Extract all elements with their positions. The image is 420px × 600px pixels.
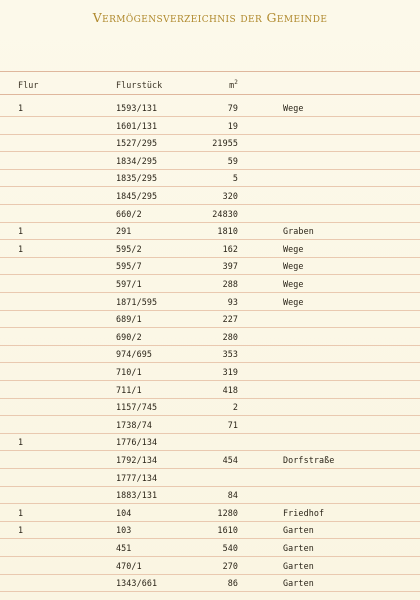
row-nutzung: Dorfstraße xyxy=(283,455,335,465)
row-flur: 1 xyxy=(18,103,24,113)
row-area: 319 xyxy=(222,367,238,377)
row-flurstueck: 1601/131 xyxy=(116,120,158,131)
row-area: 227 xyxy=(222,314,238,325)
row-flurstueck: 1738/74 xyxy=(116,419,152,430)
row-rule xyxy=(0,186,420,187)
row-flurstueck: 104 xyxy=(116,507,132,518)
row-area: 454 xyxy=(222,455,238,465)
row-nutzung: Garten xyxy=(283,578,314,589)
row-rule xyxy=(0,574,420,575)
row-rule xyxy=(0,450,420,451)
row-flurstueck: 291 xyxy=(116,226,132,237)
row-flur: 1 xyxy=(18,507,24,518)
row-rule xyxy=(0,274,420,275)
row-area: 353 xyxy=(222,349,238,360)
row-area: 418 xyxy=(222,384,238,395)
row-area: 1280 xyxy=(217,507,238,518)
row-area: 162 xyxy=(222,243,238,254)
row-rule xyxy=(0,556,420,557)
row-rule xyxy=(0,521,420,522)
row-nutzung: Wege xyxy=(283,243,304,254)
row-area: 79 xyxy=(227,103,238,113)
row-flurstueck: 1527/295 xyxy=(116,138,158,149)
row-flurstueck: 1792/134 xyxy=(116,455,158,465)
row-flurstueck: 1157/745 xyxy=(116,402,158,413)
row-flur: 1 xyxy=(18,226,24,237)
document-title: Vermögensverzeichnis der Gemeinde xyxy=(92,10,328,25)
row-nutzung: Garten xyxy=(283,525,314,536)
row-nutzung: Wege xyxy=(283,103,304,113)
row-flurstueck: 1883/131 xyxy=(116,490,158,501)
row-rule xyxy=(0,116,420,117)
row-rule xyxy=(0,169,420,170)
header-area-exponent: 2 xyxy=(234,79,238,86)
row-rule xyxy=(0,345,420,346)
row-flurstueck: 597/1 xyxy=(116,279,142,289)
row-flurstueck: 1593/131 xyxy=(116,103,158,113)
row-rule xyxy=(0,362,420,363)
row-rule xyxy=(0,538,420,539)
row-flurstueck: 1845/295 xyxy=(116,191,158,201)
row-rule xyxy=(0,433,420,434)
row-area: 540 xyxy=(222,543,238,553)
row-flurstueck: 660/2 xyxy=(116,208,142,219)
row-area: 59 xyxy=(227,155,238,166)
row-area: 2 xyxy=(232,402,238,413)
row-flur: 1 xyxy=(18,525,24,536)
row-rule xyxy=(0,204,420,205)
row-flurstueck: 1343/661 xyxy=(116,578,158,589)
row-rule xyxy=(0,222,420,223)
row-area: 86 xyxy=(227,578,238,589)
row-rule xyxy=(0,591,420,592)
row-flurstueck: 711/1 xyxy=(116,384,142,395)
row-area: 1810 xyxy=(217,226,238,237)
row-area: 1610 xyxy=(217,525,238,536)
row-area: 93 xyxy=(227,296,238,307)
header-flurstueck: Flurstück xyxy=(116,80,163,90)
row-flurstueck: 595/2 xyxy=(116,243,142,254)
row-rule xyxy=(0,415,420,416)
row-area: 270 xyxy=(222,560,238,571)
row-nutzung: Wege xyxy=(283,296,304,307)
header-flur: Flur xyxy=(18,80,39,90)
row-rule xyxy=(0,239,420,240)
row-area: 397 xyxy=(222,261,238,272)
row-nutzung: Friedhof xyxy=(283,507,325,518)
row-rule xyxy=(0,380,420,381)
row-flurstueck: 1776/134 xyxy=(116,437,158,448)
row-rule xyxy=(0,398,420,399)
row-flurstueck: 689/1 xyxy=(116,314,142,325)
row-area: 21955 xyxy=(212,138,238,149)
row-flurstueck: 451 xyxy=(116,543,132,553)
row-rule xyxy=(0,310,420,311)
header-area-unit: m xyxy=(229,80,235,90)
row-area: 19 xyxy=(227,120,238,131)
row-rule xyxy=(0,503,420,504)
row-rule xyxy=(0,292,420,293)
row-flurstueck: 1834/295 xyxy=(116,155,158,166)
row-flur: 1 xyxy=(18,437,24,448)
row-nutzung: Wege xyxy=(283,279,304,289)
row-nutzung: Garten xyxy=(283,560,314,571)
row-flurstueck: 710/1 xyxy=(116,367,142,377)
row-rule xyxy=(0,327,420,328)
row-rule xyxy=(0,486,420,487)
row-nutzung: Wege xyxy=(283,261,304,272)
row-flurstueck: 1835/295 xyxy=(116,173,158,184)
row-flurstueck: 1871/595 xyxy=(116,296,158,307)
row-area: 5 xyxy=(232,173,238,184)
row-nutzung: Garten xyxy=(283,543,314,553)
row-rule xyxy=(0,468,420,469)
header-top-rule xyxy=(0,71,420,72)
row-nutzung: Graben xyxy=(283,226,314,237)
row-rule xyxy=(0,134,420,135)
header-bottom-rule xyxy=(0,94,420,95)
row-flurstueck: 1777/134 xyxy=(116,472,158,483)
row-flurstueck: 690/2 xyxy=(116,331,142,342)
row-flurstueck: 103 xyxy=(116,525,132,536)
header-area xyxy=(190,80,238,90)
row-area: 320 xyxy=(222,191,238,201)
row-area: 84 xyxy=(227,490,238,501)
row-flurstueck: 595/7 xyxy=(116,261,142,272)
row-area: 71 xyxy=(227,419,238,430)
row-rule xyxy=(0,257,420,258)
row-rule xyxy=(0,151,420,152)
row-area: 280 xyxy=(222,331,238,342)
row-flur: 1 xyxy=(18,243,24,254)
row-area: 288 xyxy=(222,279,238,289)
row-area: 24830 xyxy=(212,208,238,219)
row-flurstueck: 470/1 xyxy=(116,560,142,571)
row-flurstueck: 974/695 xyxy=(116,349,152,360)
